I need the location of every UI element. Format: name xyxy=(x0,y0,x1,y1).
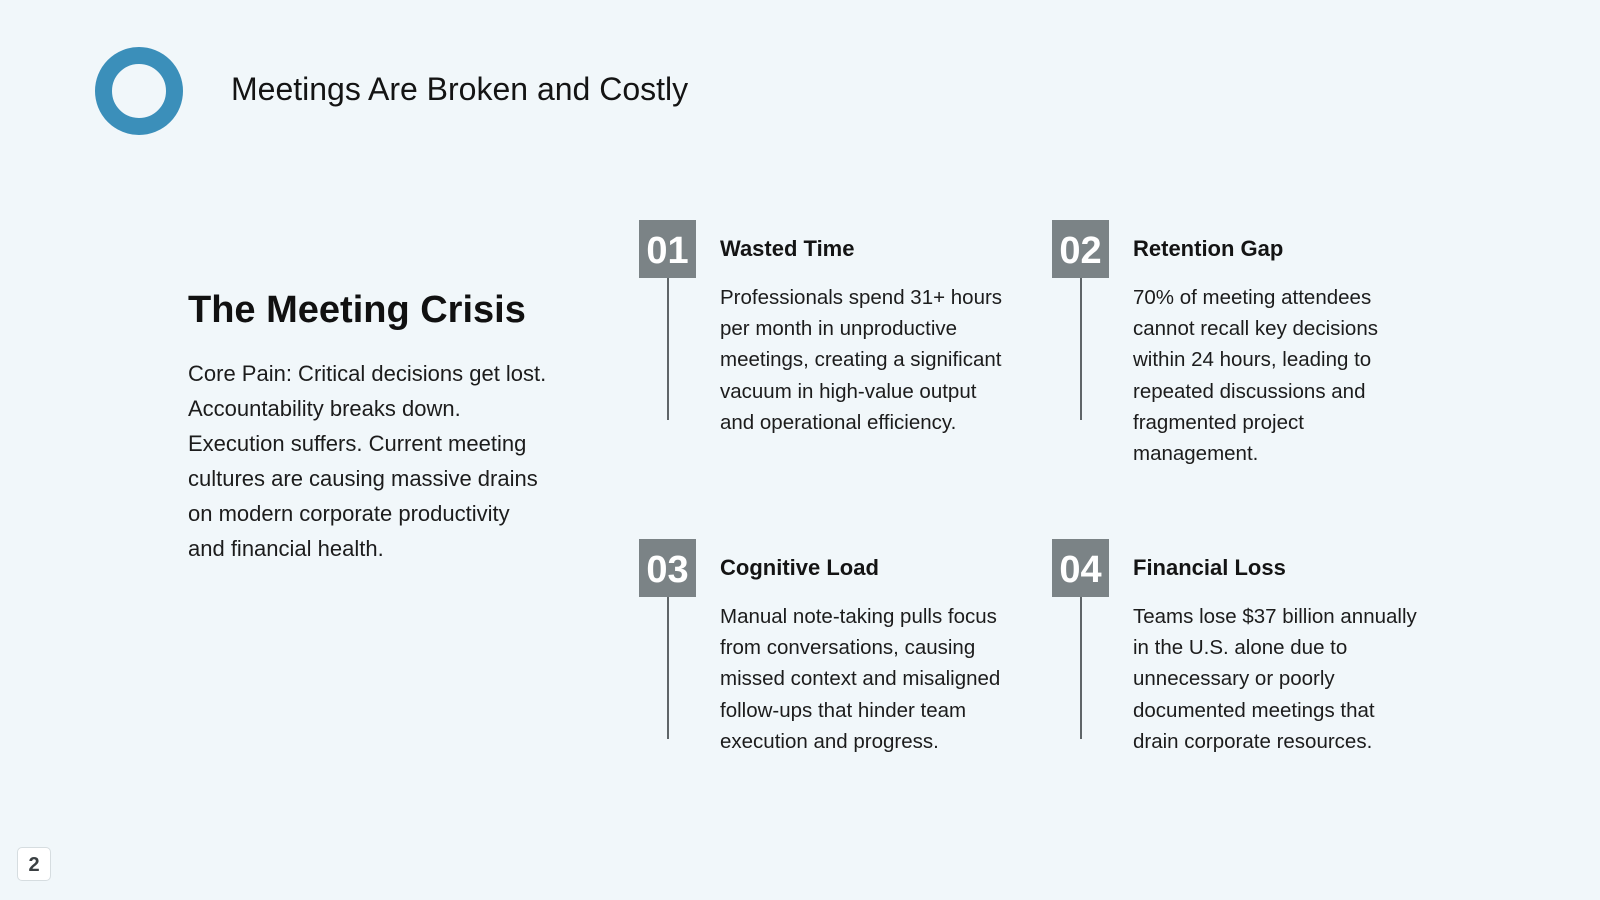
card-number: 04 xyxy=(1052,539,1109,597)
card-body: Manual note-taking pulls focus from conversations, causing missed context and misaligned follow-ups that hinder team execution and progress. xyxy=(720,605,1001,753)
card-number: 01 xyxy=(639,220,696,278)
card-number: 02 xyxy=(1052,220,1109,278)
card-retention-gap xyxy=(1052,220,1432,466)
card-divider-line xyxy=(1080,597,1082,739)
card-body: 70% of meeting attendees cannot recall key decisions within 24 hours, leading to repeated discussions and fragmented project management. xyxy=(1133,286,1378,466)
card-body: Professionals spend 31+ hours per month in unproductive meetings, creating a significant vacuum in high-value output and operational efficiency. xyxy=(720,286,1003,434)
card-title: Wasted Time xyxy=(720,236,855,261)
slide-title: Meetings Are Broken and Costly xyxy=(231,71,689,107)
card-divider-line xyxy=(667,597,669,739)
card-divider-line xyxy=(1080,278,1082,420)
card-cognitive-load xyxy=(639,539,1019,779)
card-title: Retention Gap xyxy=(1133,236,1284,261)
card-body: Teams lose $37 billion annually in the U.S. alone due to unnecessary or poorly documented meetings that drain corporate resources. xyxy=(1133,605,1417,753)
card-divider-line xyxy=(667,278,669,420)
card-wasted-time xyxy=(639,220,1019,460)
ring-logo-icon xyxy=(95,47,183,135)
card-title: Cognitive Load xyxy=(720,555,879,580)
section-heading: The Meeting Crisis xyxy=(188,289,526,331)
card-title: Financial Loss xyxy=(1133,555,1286,580)
card-number: 03 xyxy=(639,539,696,597)
card-financial-loss xyxy=(1052,539,1432,779)
intro-section xyxy=(188,286,548,566)
section-body: Core Pain: Critical decisions get lost. Accountability breaks down. Execution suffers. Current meeting cultures are causing massive drains on modern corporate productivity and financial health. xyxy=(188,361,547,561)
page-number-badge[interactable]: 2 xyxy=(17,847,51,881)
